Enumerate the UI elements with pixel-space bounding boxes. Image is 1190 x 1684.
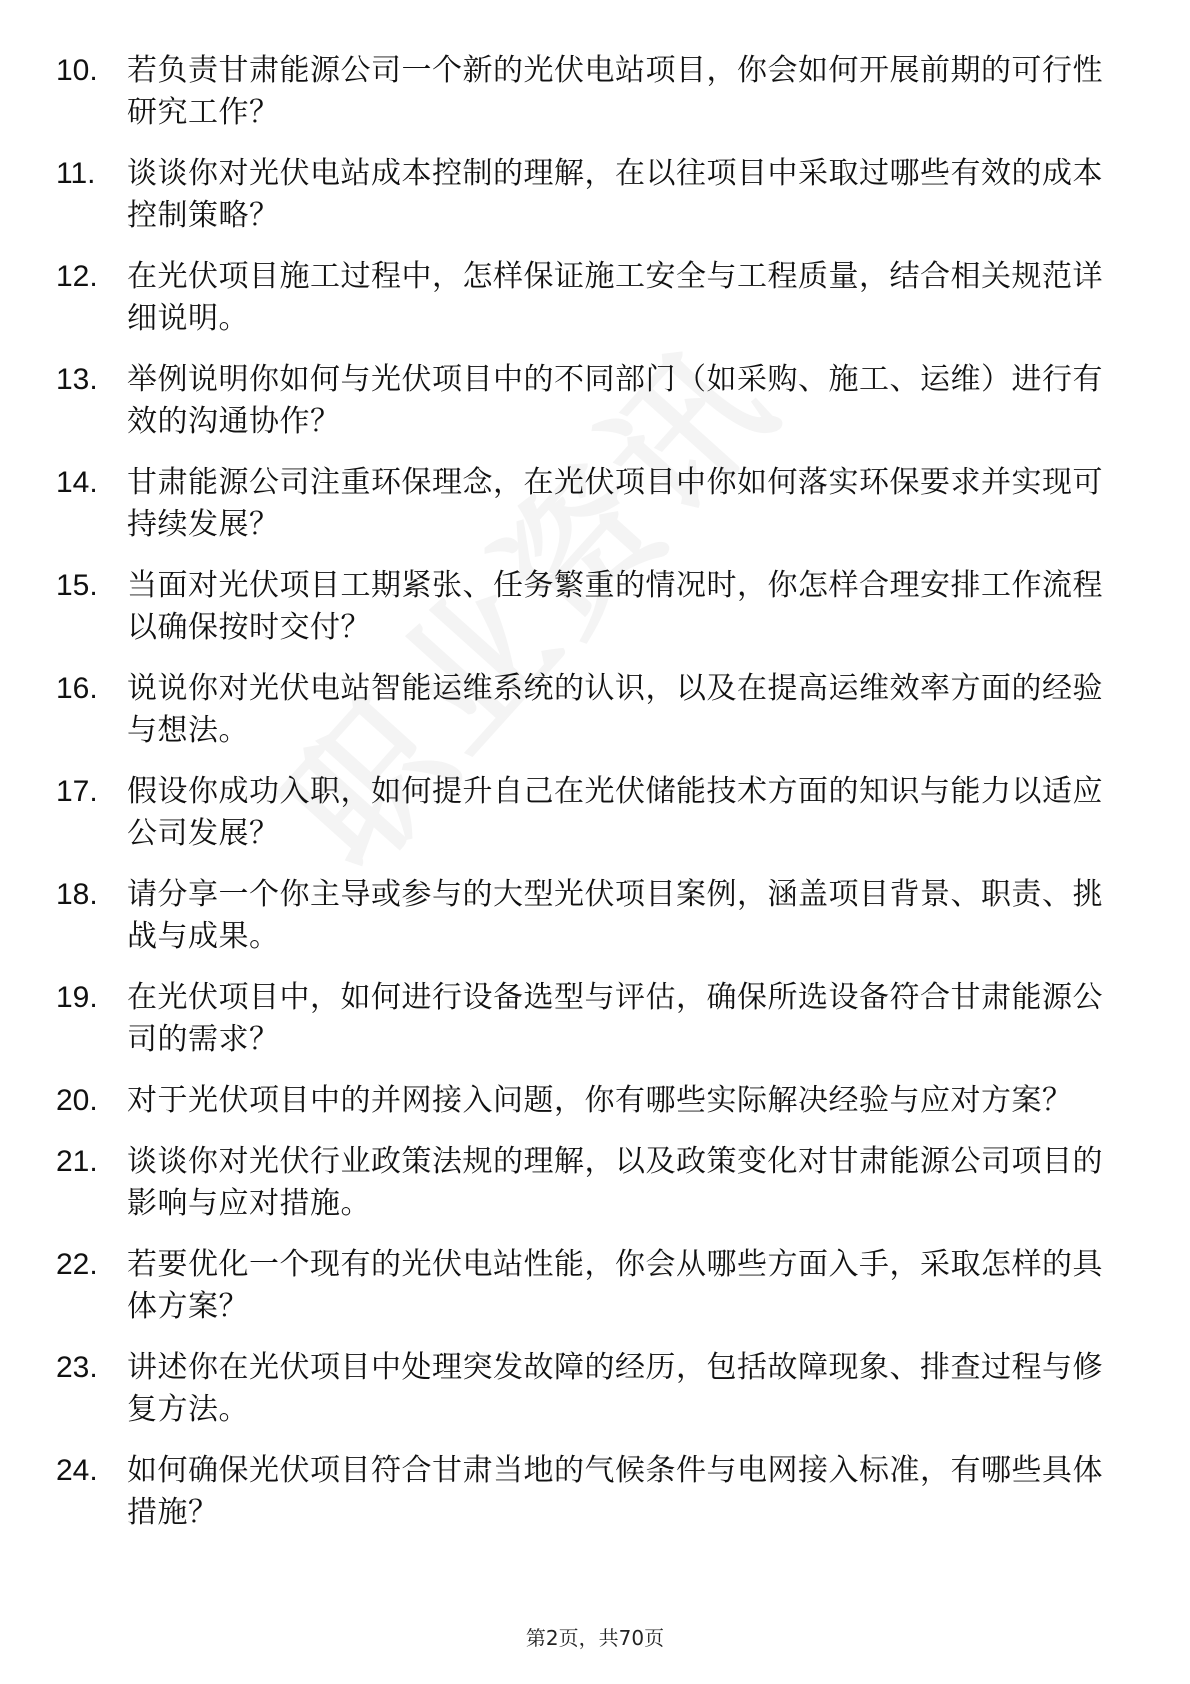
question-text: 在光伏项目施工过程中，怎样保证施工安全与工程质量，结合相关规范详细说明。	[127, 259, 1103, 336]
question-text: 举例说明你如何与光伏项目中的不同部门（如采购、施工、运维）进行有效的沟通协作？	[127, 362, 1103, 439]
question-number: 24.	[56, 1454, 98, 1487]
question-number: 18.	[56, 878, 98, 911]
question-text: 说说你对光伏电站智能运维系统的认识，以及在提高运维效率方面的经验与想法。	[127, 671, 1103, 748]
page-footer	[0, 1622, 1190, 1651]
question-number: 10.	[56, 54, 98, 87]
question-text: 假设你成功入职，如何提升自己在光伏储能技术方面的知识与能力以适应公司发展？	[127, 774, 1103, 851]
question-number: 19.	[56, 981, 98, 1014]
question-number: 22.	[56, 1248, 98, 1281]
list-item	[0, 977, 1190, 1061]
question-number: 13.	[56, 363, 98, 396]
list-item	[0, 153, 1190, 237]
list-item	[0, 1141, 1190, 1225]
question-text: 甘肃能源公司注重环保理念，在光伏项目中你如何落实环保要求并实现可持续发展？	[127, 465, 1103, 542]
list-item	[0, 256, 1190, 340]
list-item	[0, 668, 1190, 752]
list-item	[0, 1347, 1190, 1431]
list-item	[0, 874, 1190, 958]
question-text: 谈谈你对光伏电站成本控制的理解，在以往项目中采取过哪些有效的成本控制策略？	[127, 156, 1103, 233]
question-text: 如何确保光伏项目符合甘肃当地的气候条件与电网接入标准，有哪些具体措施？	[127, 1453, 1103, 1530]
question-text: 当面对光伏项目工期紧张、任务繁重的情况时，你怎样合理安排工作流程以确保按时交付？	[127, 568, 1103, 645]
list-item	[0, 1450, 1190, 1534]
question-text: 讲述你在光伏项目中处理突发故障的经历，包括故障现象、排查过程与修复方法。	[127, 1350, 1103, 1427]
question-number: 14.	[56, 466, 98, 499]
question-number: 20.	[56, 1084, 98, 1117]
list-item	[0, 771, 1190, 855]
question-number: 16.	[56, 672, 98, 705]
question-text: 谈谈你对光伏行业政策法规的理解，以及政策变化对甘肃能源公司项目的影响与应对措施。	[127, 1144, 1103, 1221]
list-item	[0, 565, 1190, 649]
question-number: 15.	[56, 569, 98, 602]
question-list	[0, 50, 1190, 1553]
question-text: 若负责甘肃能源公司一个新的光伏电站项目，你会如何开展前期的可行性研究工作？	[127, 53, 1103, 130]
question-text: 对于光伏项目中的并网接入问题，你有哪些实际解决经验与应对方案？	[127, 1083, 1073, 1118]
list-item	[0, 1080, 1190, 1122]
page-number-label: 第2页，共70页	[525, 1626, 665, 1650]
list-item	[0, 462, 1190, 546]
question-number: 17.	[56, 775, 98, 808]
question-number: 21.	[56, 1145, 98, 1178]
question-text: 若要优化一个现有的光伏电站性能，你会从哪些方面入手，采取怎样的具体方案？	[127, 1247, 1103, 1324]
question-text: 请分享一个你主导或参与的大型光伏项目案例，涵盖项目背景、职责、挑战与成果。	[127, 877, 1103, 954]
question-number: 11.	[56, 157, 96, 190]
question-number: 12.	[56, 260, 98, 293]
list-item	[0, 1244, 1190, 1328]
list-item	[0, 50, 1190, 134]
list-item	[0, 359, 1190, 443]
question-number: 23.	[56, 1351, 98, 1384]
question-text: 在光伏项目中，如何进行设备选型与评估，确保所选设备符合甘肃能源公司的需求？	[127, 980, 1103, 1057]
